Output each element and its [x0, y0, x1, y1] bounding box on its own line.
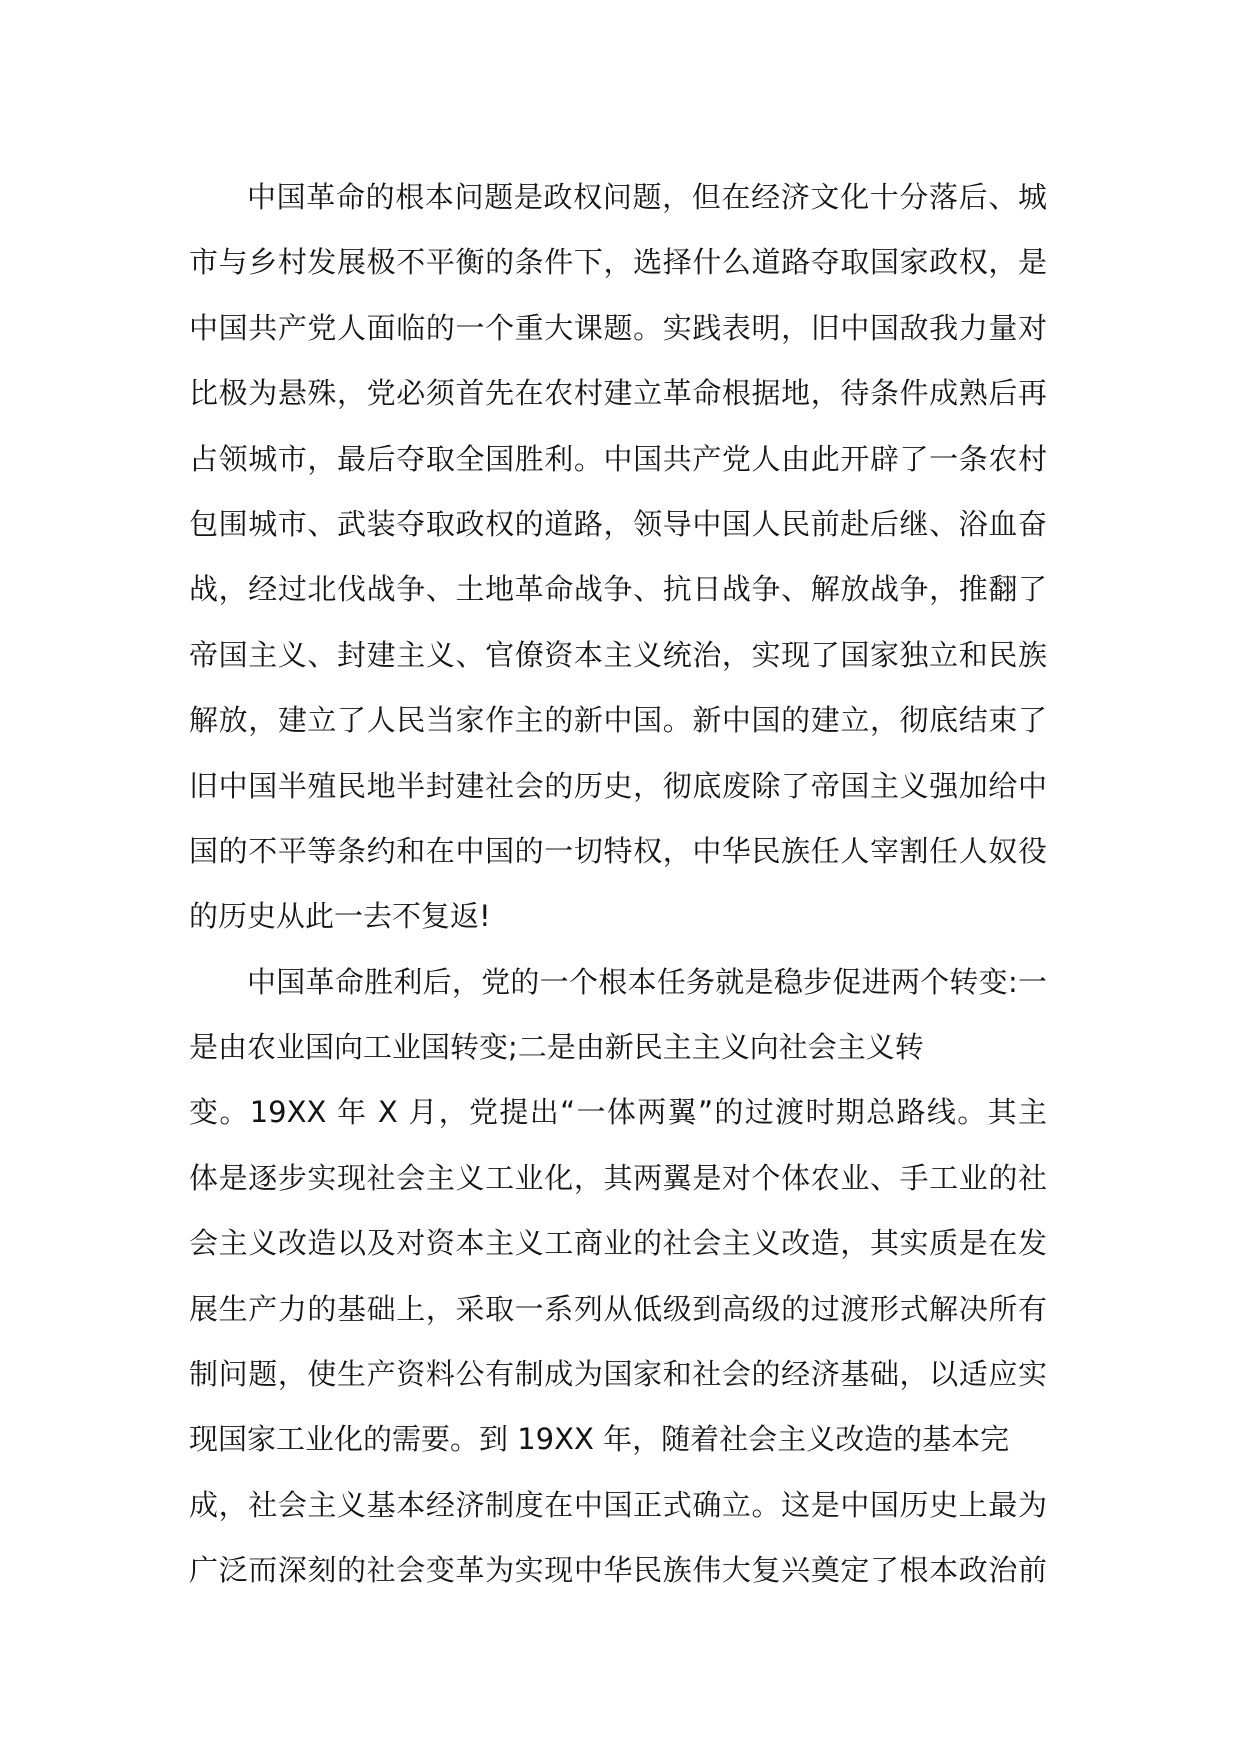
text-line: 旧中国半殖民地半封建社会的历史，彻底废除了帝国主义强加给中: [189, 768, 1047, 803]
text-line: 制问题，使生产资料公有制成为国家和社会的经济基础，以适应实: [189, 1357, 1047, 1392]
text-line: 比极为悬殊，党必须首先在农村建立革命根据地，待条件成熟后再: [189, 376, 1047, 411]
paragraph-1: [189, 165, 1047, 950]
text-line: 解放，建立了人民当家作主的新中国。新中国的建立，彻底结束了: [189, 703, 1047, 738]
text-line: 国的不平等条约和在中国的一切特权，中华民族任人宰割任人奴役: [189, 833, 1047, 868]
text-line: 现国家工业化的需要。到 19XX 年，随着社会主义改造的基本完: [189, 1422, 1010, 1457]
text-line: 是由农业国向工业国转变;二是由新民主主义向社会主义转: [189, 1030, 924, 1065]
text-line: 中国革命胜利后，党的一个根本任务就是稳步促进两个转变:一: [247, 964, 1047, 999]
text-line: 中国革命的根本问题是政权问题，但在经济文化十分落后、城: [247, 180, 1047, 214]
text-line: 广泛而深刻的社会变革为实现中华民族伟大复兴奠定了根本政治前: [189, 1553, 1047, 1588]
text-line: 变。19XX 年 X 月，党提出“一体两翼”的过渡时期总路线。其主: [189, 1095, 1047, 1130]
text-line: 占领城市，最后夺取全国胜利。中国共产党人由此开辟了一条农村: [189, 441, 1047, 476]
text-line: 成，社会主义基本经济制度在中国正式确立。这是中国历史上最为: [189, 1487, 1047, 1522]
text-line: 的历史从此一去不复返!: [189, 899, 491, 934]
text-line: 市与乡村发展极不平衡的条件下，选择什么道路夺取国家政权，是: [189, 245, 1047, 280]
paragraph-2: [189, 950, 1047, 1604]
text-line: 战，经过北伐战争、土地革命战争、抗日战争、解放战争，推翻了: [189, 572, 1047, 607]
text-line: 帝国主义、封建主义、官僚资本主义统治，实现了国家独立和民族: [189, 637, 1047, 672]
text-line: 体是逐步实现社会主义工业化，其两翼是对个体农业、手工业的社: [189, 1160, 1047, 1195]
text-line: 中国共产党人面临的一个重大课题。实践表明，旧中国敌我力量对: [189, 310, 1047, 345]
text-line: 会主义改造以及对资本主义工商业的社会主义改造，其实质是在发: [189, 1226, 1047, 1261]
body-text: [189, 165, 1047, 1604]
text-line: 展生产力的基础上，采取一系列从低级到高级的过渡形式解决所有: [189, 1291, 1047, 1326]
text-line: 包围城市、武装夺取政权的道路，领导中国人民前赴后继、浴血奋: [189, 506, 1047, 541]
